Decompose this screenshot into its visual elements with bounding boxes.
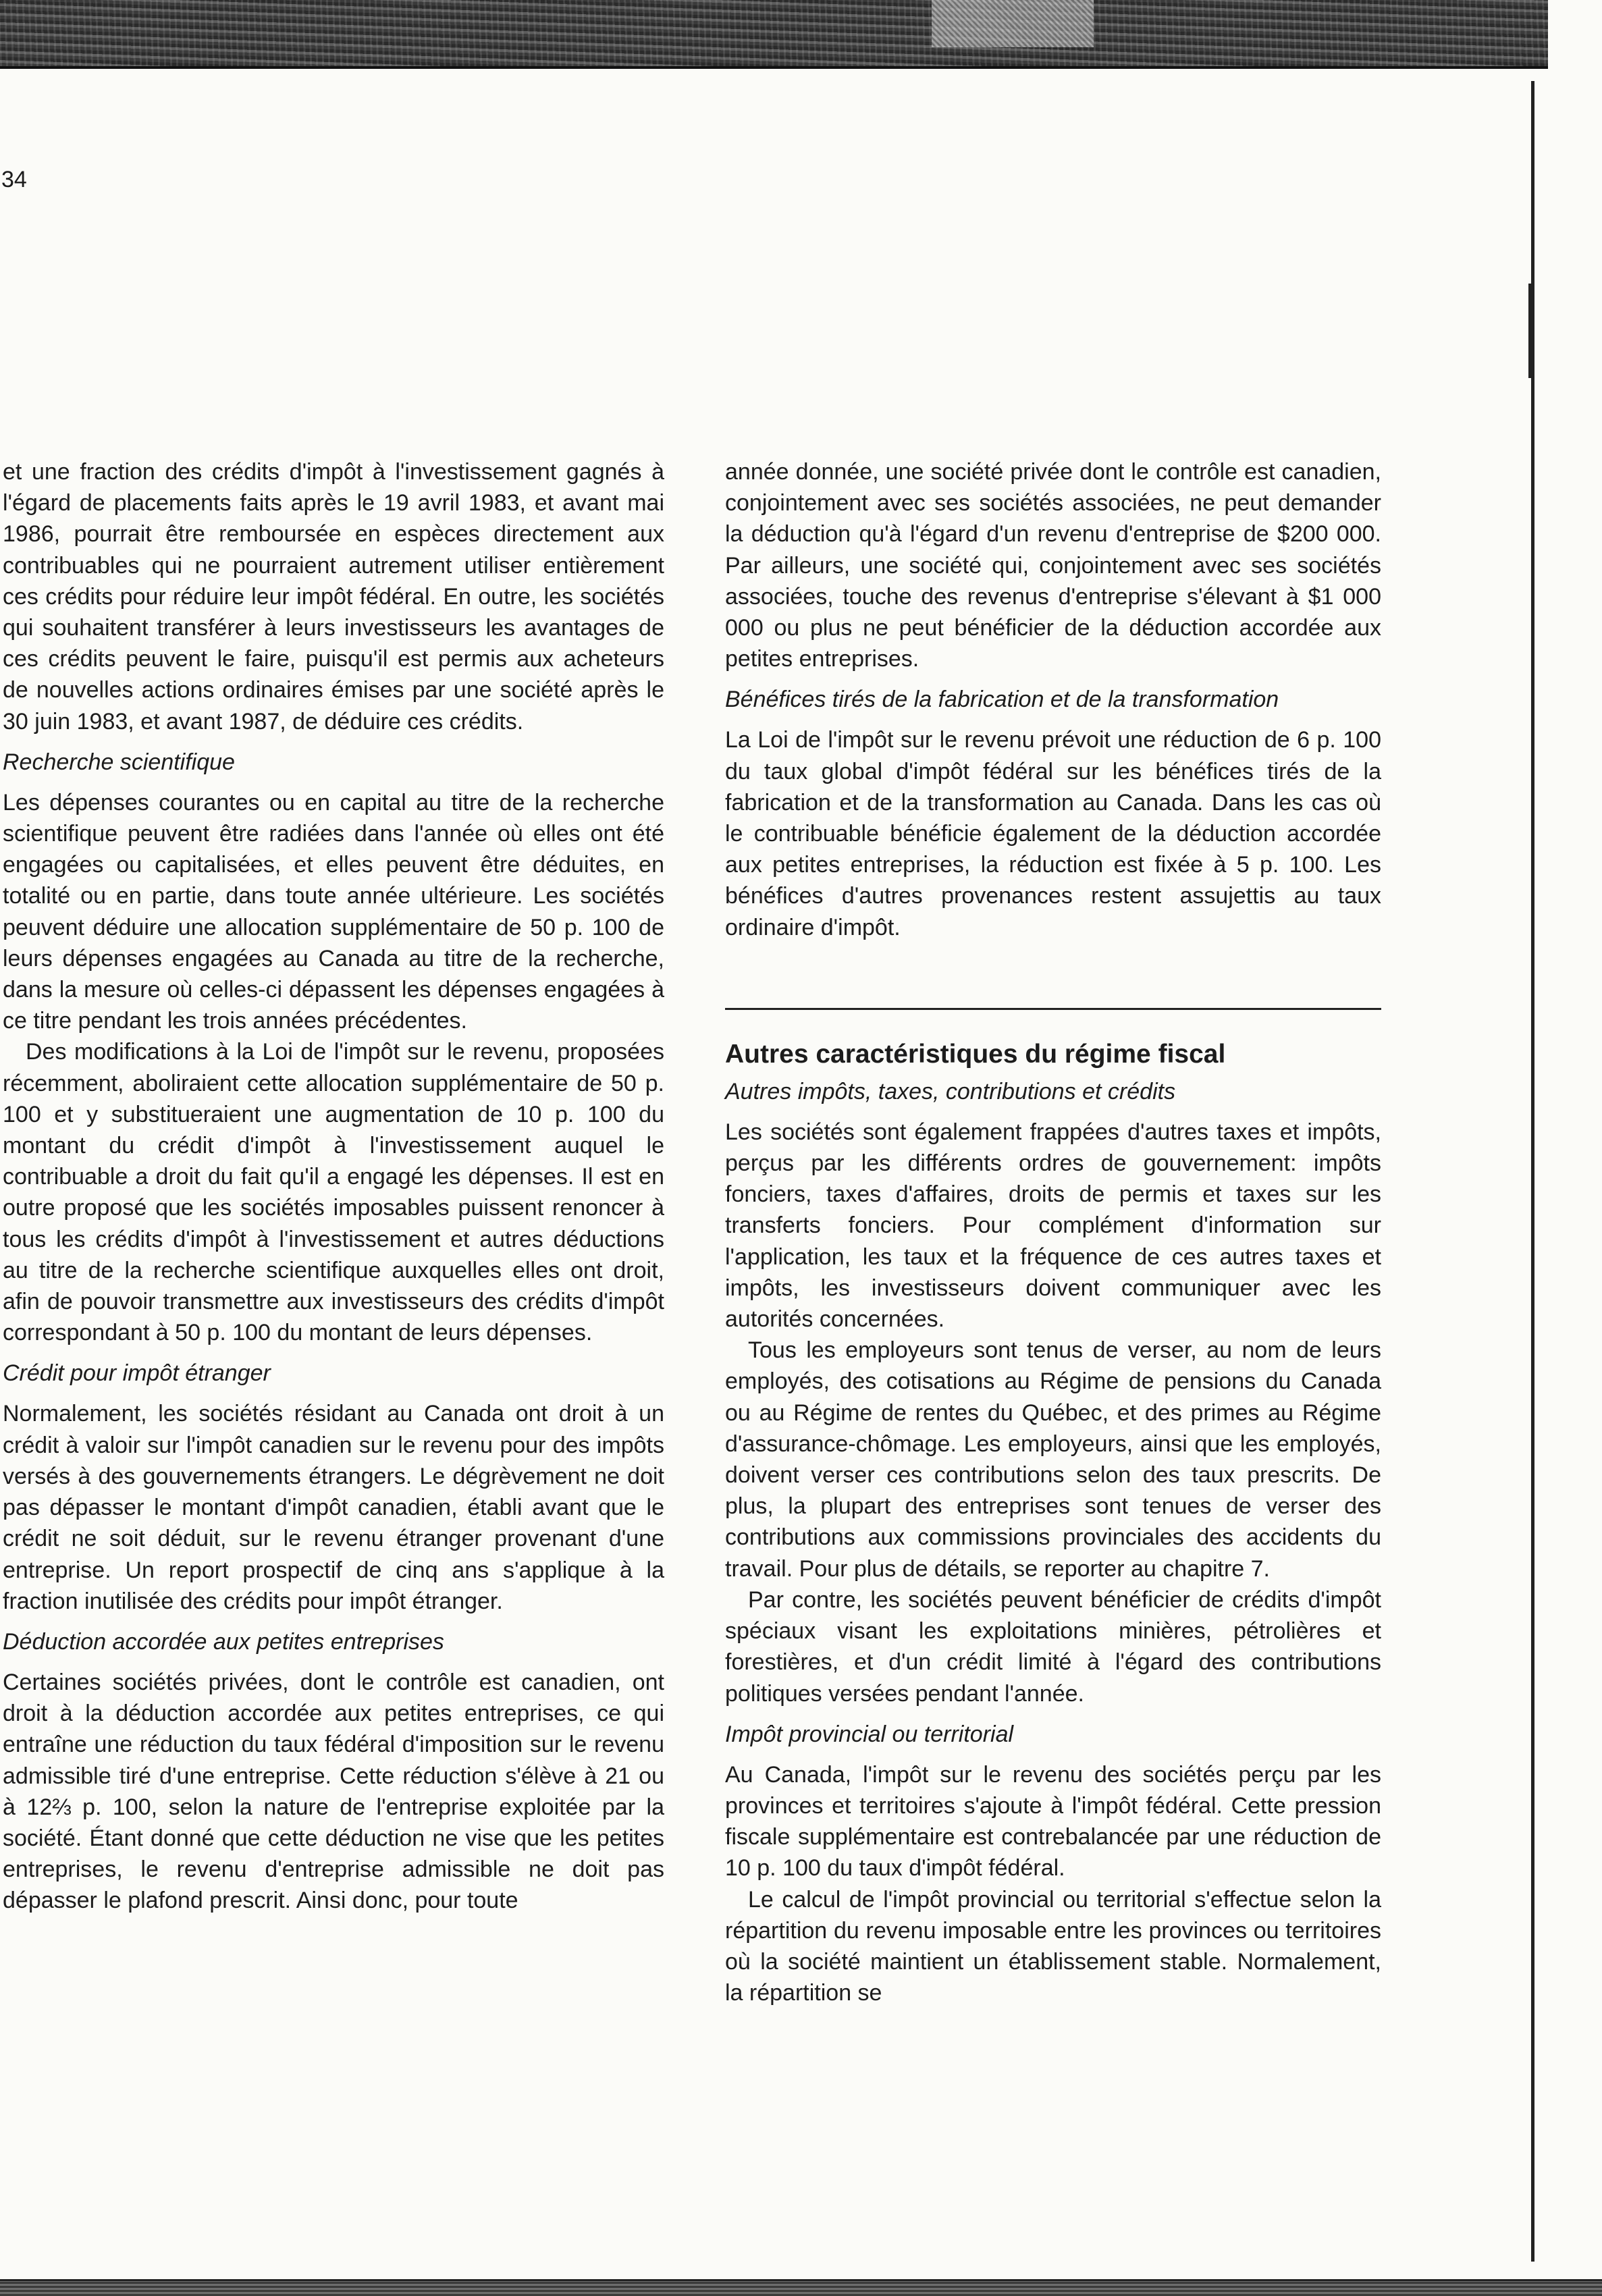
paragraph-research-modifications: Des modifications à la Loi de l'impôt sur le revenu, proposées récemment, aboliraient cette allocation supplémentaire de 50 p. 100 et y substitueraient une augmentation de 10 p. 100 du montant du crédit d'impôt à l'investissement auquel le contribuable a droit du fait qu'il a engagé les dépenses. Il est en outre proposé que les sociétés imposables puissent renoncer à tous les crédits d'impôt à l'investissement et autres déductions au titre de la recherche scientifique auxquelles elles ont droit, afin de pouvoir transmettre aux investisseurs des crédits d'impôt correspondant à 50 p. 100 du montant de leurs dépenses. (3, 1039, 664, 1346)
paragraph-foreign-tax-credit: Normalement, les sociétés résidant au Canada ont droit à un crédit à valoir sur l'impôt canadien sur le revenu pour des impôts versés à des gouvernements étrangers. Le dégrèvement ne doit pas dépasser le montant d'impôt canadien, établi avant que le crédit ne soit déduit, sur le revenu étranger provenant d'une entreprise. Un report prospectif de cinq ans s'applique à la fraction inutilisée des crédits pour impôt étranger. (3, 1401, 664, 1614)
scan-bottom-border (0, 2279, 1602, 2296)
heading-recherche-scientifique: Recherche scientifique (3, 749, 235, 775)
paragraph-provincial-tax: Au Canada, l'impôt sur le revenu des sociétés perçu par les provinces et territoires s'ajoute à l'impôt fédéral. Cette pression fiscale supplémentaire est contrebalancée par une réduction de 10 p. 100 du taux d'impôt fédéral. (725, 1761, 1381, 1881)
section-divider (725, 1008, 1381, 1010)
heading-fabrication-transformation: Bénéfices tirés de la fabrication et de la transformation (725, 687, 1279, 713)
paragraph-employer-contributions: Tous les employeurs sont tenus de verser, au nom de leurs employés, des cotisations au Régime de pensions du Canada ou au Régime de rentes du Québec, et des primes au Régime d'assurance-chômage. Les employeurs, ainsi que les employés, doivent verser ces contributions selon des taux prescrits. De plus, la plupart des entreprises sont tenues de verser des contributions aux commissions provinciales des accidents du travail. Pour plus de détails, se reporter au chapitre 7. (725, 1337, 1381, 1582)
paragraph-other-taxes: Les sociétés sont également frappées d'autres taxes et impôts, perçus par les différents ordres de gouvernement: impôts fonciers, taxes d'affaires, droits de permis et taxes sur les transferts fonciers. Pour complément d'information sur l'application, les taux et la fréquence de ces autres taxes et impôts, les investisseurs doivent communiquer avec les autorités concernées. (725, 1119, 1381, 1333)
paragraph-special-credits: Par contre, les sociétés peuvent bénéficier de crédits d'impôt spéciaux visant les exploitations minières, pétrolières et forestières, et d'un crédit limité à l'égard des contributions politiques versées pendant l'année. (725, 1586, 1381, 1707)
scan-right-margin (1548, 0, 1602, 2296)
page-number: 34 (1, 167, 27, 192)
section-subheading: Autres impôts, taxes, contributions et crédits (725, 1078, 1176, 1104)
page-edge-mark (1528, 284, 1534, 378)
left-column (3, 456, 664, 1917)
paragraph-provincial-calculation: Le calcul de l'impôt provincial ou territorial s'effectue selon la répartition du revenu imposable entre les provinces ou territoires où la société maintient un établissement stable. Normalement, la répartition se (725, 1886, 1381, 2006)
page-edge-line (1531, 81, 1534, 2262)
paragraph-small-business-deduction: Certaines sociétés privées, dont le contrôle est canadien, ont droit à la déduction accordée aux petites entreprises, ce qui entraîne une réduction du taux fédéral d'imposition sur le revenu admissible tiré d'une entreprise. Cette réduction s'élève à 21 ou à 12⅔ p. 100, selon la nature de l'entreprise exploitée par la société. Étant donné que cette déduction ne vise que les petites entreprises, le revenu d'entreprise admissible ne doit pas dépasser le plafond prescrit. Ainsi donc, pour toute (3, 1669, 664, 1914)
scan-top-border (0, 0, 1602, 69)
paragraph-research-expenses: Les dépenses courantes ou en capital au titre de la recherche scientifique peuvent être radiées dans l'année où elles ont été engagées ou capitalisées, et elles peuvent être déduites, en totalité ou en partie, dans toute année ultérieure. Les sociétés peuvent déduire une allocation supplémentaire de 50 p. 100 de leurs dépenses engagées au Canada au titre de la recherche, dans la mesure où celles-ci dépassent les dépenses engagées à ce titre pendant les trois années précédentes. (3, 789, 664, 1034)
heading-credit-impot-etranger: Crédit pour impôt étranger (3, 1360, 271, 1387)
heading-deduction-petites-entreprises: Déduction accordée aux petites entreprises (3, 1628, 444, 1655)
right-column (725, 456, 1381, 2008)
paragraph-manufacturing-reduction: La Loi de l'impôt sur le revenu prévoit une réduction de 6 p. 100 du taux global d'impôt fédéral sur les bénéfices tirés de la fabrication et de la transformation au Canada. Dans les cas où le contribuable bénéficie également de la déduction accordée aux petites entreprises, la réduction est fixée à 5 p. 100. Les bénéfices d'autres provenances restent assujettis au taux ordinaire d'impôt. (725, 727, 1381, 940)
section-heading: Autres caractéristiques du régime fiscal (725, 1039, 1226, 1069)
paragraph-credit-refund: et une fraction des crédits d'impôt à l'investissement gagnés à l'égard de placements faits après le 19 avril 1983, et avant mai 1986, pourrait être remboursée en espèces directement aux contribuables qui ne pourraient autrement utiliser entièrement ces crédits pour réduire leur impôt fédéral. En outre, les sociétés qui souhaitent transférer à leurs investisseurs les avantages de ces crédits peuvent le faire, puisqu'il est permis aux acheteurs de nouvelles actions ordinaires émises par une société après le 30 juin 1983, et avant 1987, de déduire ces crédits. (3, 459, 664, 735)
heading-impot-provincial: Impôt provincial ou territorial (725, 1721, 1014, 1747)
paragraph-small-business-continued: année donnée, une société privée dont le contrôle est canadien, conjointement avec ses sociétés associées, ne peut demander la déduction qu'à l'égard d'un revenu d'entreprise de $200 000. Par ailleurs, une société qui, conjointement avec ses sociétés associées, touche des revenus d'entreprise s'élevant à $1 000 000 ou plus ne peut bénéficier de la déduction accordée aux petites entreprises. (725, 459, 1381, 672)
